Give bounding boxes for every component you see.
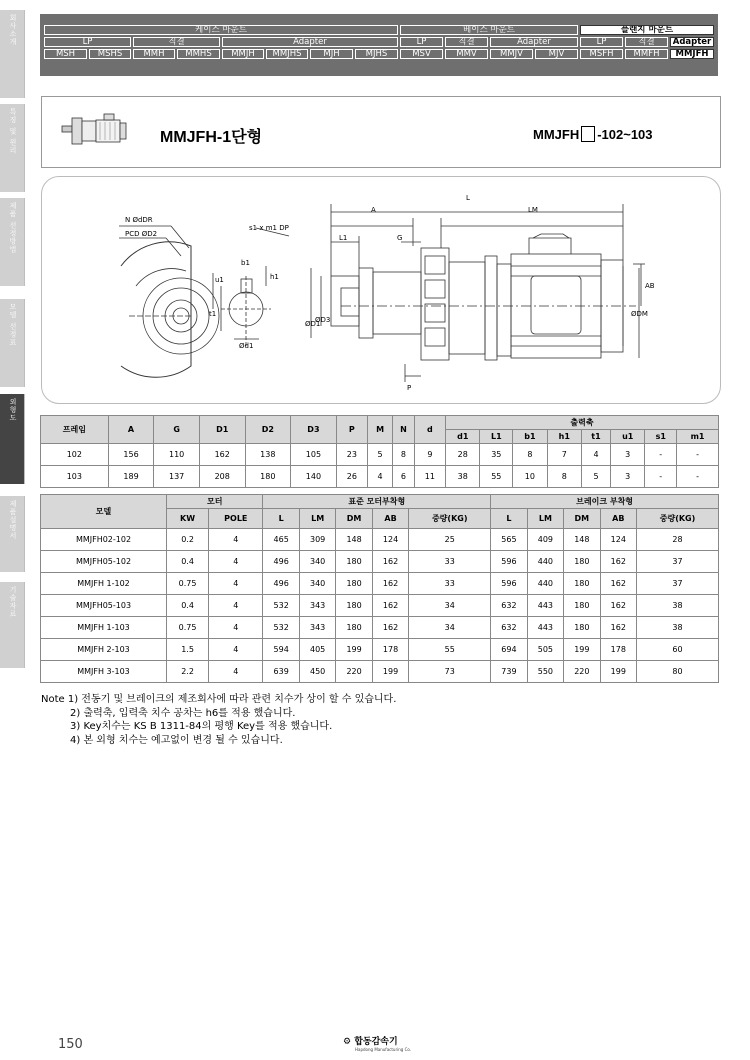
table-cell: 180	[336, 573, 372, 595]
note-4: 4) 본 외형 치수는 예고없이 변경 될 수 있습니다.	[70, 734, 283, 746]
table-cell: 632	[491, 617, 527, 639]
table-cell: 162	[600, 573, 636, 595]
table-cell: 208	[199, 466, 245, 488]
table-cell: -	[677, 466, 719, 488]
table-cell: 162	[600, 595, 636, 617]
col-a: A	[108, 416, 154, 444]
col-m: M	[368, 416, 393, 444]
table-cell: MMJFH05-102	[41, 551, 167, 573]
table-cell: 38	[637, 595, 719, 617]
table-cell: 550	[527, 661, 563, 683]
table-cell: 180	[336, 595, 372, 617]
model-blank-box	[581, 126, 595, 142]
side-tab-features[interactable]: 특징 및 원리	[0, 104, 25, 192]
table-cell: 4	[368, 466, 393, 488]
table-cell: 33	[409, 573, 491, 595]
frame-table-body	[41, 444, 719, 488]
table-cell: 532	[263, 617, 299, 639]
side-tab-company[interactable]: 회사소개	[0, 10, 25, 98]
nav-model-mjhs[interactable]: MJHS	[355, 49, 398, 59]
table-cell: 28	[446, 444, 480, 466]
company-logo	[343, 1034, 411, 1052]
table-row	[41, 617, 719, 639]
col-group-standard: 표준 모터부착형	[263, 495, 491, 509]
table-cell: 37	[637, 573, 719, 595]
nav-lp[interactable]: LP	[580, 37, 623, 47]
label-u1: u1	[215, 276, 224, 284]
nav-model-msh[interactable]: MSH	[44, 49, 87, 59]
side-tab-tech[interactable]: 기술자료	[0, 582, 25, 668]
table-cell: 199	[564, 639, 600, 661]
gearbox-thumbnail-icon	[60, 112, 130, 154]
notes	[41, 693, 396, 747]
table-cell: 4	[209, 573, 263, 595]
nav-model-mmjv[interactable]: MMJV	[490, 49, 533, 59]
col-sub-s1: s1	[645, 430, 677, 444]
table-cell: 23	[336, 444, 367, 466]
table-cell: 162	[372, 595, 408, 617]
table-cell: MMJFH05-103	[41, 595, 167, 617]
table-cell: 4	[209, 595, 263, 617]
col-std-lm: LM	[299, 509, 335, 529]
table-cell: 639	[263, 661, 299, 683]
col-sub-l1: L1	[480, 430, 513, 444]
table-cell: 8	[547, 466, 581, 488]
table-cell: 148	[336, 529, 372, 551]
table-cell: 60	[637, 639, 719, 661]
col-sub-b1: b1	[513, 430, 547, 444]
table-cell: 596	[491, 551, 527, 573]
table-cell: 180	[336, 551, 372, 573]
col-std-ab: AB	[372, 509, 408, 529]
nav-model-mjh[interactable]: MJH	[310, 49, 353, 59]
table-cell: 632	[491, 595, 527, 617]
nav-model-mjv[interactable]: MJV	[535, 49, 578, 59]
table-cell: 38	[446, 466, 480, 488]
page-number: 150	[58, 1037, 83, 1052]
table-cell: 465	[263, 529, 299, 551]
table-cell: 596	[491, 573, 527, 595]
label-G: G	[397, 234, 403, 242]
col-d3: D3	[291, 416, 337, 444]
nav-adapter[interactable]: Adapter	[490, 37, 578, 47]
table-cell: 409	[527, 529, 563, 551]
table-row	[41, 444, 719, 466]
logo-subtext: Hapdong Manufacturing Co.	[355, 1047, 412, 1052]
table-cell: 25	[409, 529, 491, 551]
table-cell: 0.2	[167, 529, 209, 551]
table-cell: 199	[336, 639, 372, 661]
table-cell: 739	[491, 661, 527, 683]
mount-type-nav	[40, 14, 718, 76]
col-sub-h1: h1	[547, 430, 581, 444]
table-cell: 8	[393, 444, 415, 466]
table-cell: 124	[600, 529, 636, 551]
dimension-drawing	[41, 176, 721, 404]
table-cell: 178	[372, 639, 408, 661]
table-cell: 220	[336, 661, 372, 683]
col-brake-l: L	[491, 509, 527, 529]
table-cell: 6	[393, 466, 415, 488]
label-L1: L1	[339, 234, 348, 242]
table-cell: 4	[209, 639, 263, 661]
table-cell: 80	[637, 661, 719, 683]
label-t1: t1	[209, 310, 217, 318]
model-table	[40, 494, 719, 683]
table-row	[41, 529, 719, 551]
table-cell: 0.75	[167, 573, 209, 595]
table-cell: 4	[209, 529, 263, 551]
col-std-weight: 중량(KG)	[409, 509, 491, 529]
page-title: MMJFH-1단형	[160, 129, 263, 146]
table-cell: 496	[263, 551, 299, 573]
col-brake-weight: 중량(KG)	[637, 509, 719, 529]
table-cell: 7	[547, 444, 581, 466]
table-cell: 34	[409, 617, 491, 639]
nav-lp[interactable]: LP	[44, 37, 131, 47]
table-cell: 189	[108, 466, 154, 488]
nav-direct[interactable]: 직결	[625, 37, 668, 47]
table-cell: 405	[299, 639, 335, 661]
note-2: 2) 출력축, 입력축 치수 공차는 h6를 적용 했습니다.	[70, 707, 296, 719]
table-cell: MMJFH 1-103	[41, 617, 167, 639]
table-cell: 4	[209, 617, 263, 639]
nav-model-mmhs[interactable]: MMHS	[177, 49, 220, 59]
table-cell: 0.4	[167, 595, 209, 617]
table-cell: 9	[414, 444, 445, 466]
table-cell: 2.2	[167, 661, 209, 683]
table-cell: 162	[372, 573, 408, 595]
table-cell: -	[645, 466, 677, 488]
table-cell: 8	[513, 444, 547, 466]
label-n: N ØdDR	[125, 216, 153, 224]
col-d1: D1	[199, 416, 245, 444]
table-cell: 38	[637, 617, 719, 639]
frame-dimension-table	[40, 415, 719, 488]
label-L: L	[466, 194, 470, 202]
table-cell: 110	[154, 444, 200, 466]
col-d: d	[414, 416, 445, 444]
table-cell: 496	[263, 573, 299, 595]
table-cell: 156	[108, 444, 154, 466]
table-cell: 162	[372, 551, 408, 573]
table-cell: 4	[209, 661, 263, 683]
table-cell: 199	[372, 661, 408, 683]
table-cell: 3	[611, 444, 645, 466]
table-cell: 26	[336, 466, 367, 488]
model-code: MMJFH -102~103	[533, 127, 653, 142]
label-D3: ØD3	[315, 316, 331, 324]
table-cell: 443	[527, 617, 563, 639]
col-sub-m1: m1	[677, 430, 719, 444]
table-cell: 33	[409, 551, 491, 573]
table-cell: 343	[299, 595, 335, 617]
table-cell: 505	[527, 639, 563, 661]
table-cell: 0.4	[167, 551, 209, 573]
table-cell: 180	[245, 466, 291, 488]
table-cell: MMJFH 1-102	[41, 573, 167, 595]
table-cell: 4	[581, 444, 610, 466]
table-cell: 565	[491, 529, 527, 551]
col-p: P	[336, 416, 367, 444]
nav-lp[interactable]: LP	[400, 37, 443, 47]
table-cell: 35	[480, 444, 513, 466]
table-cell: 220	[564, 661, 600, 683]
nav-model-mshs[interactable]: MSHS	[89, 49, 131, 59]
table-cell: 37	[637, 551, 719, 573]
table-cell: 340	[299, 573, 335, 595]
table-cell: 0.75	[167, 617, 209, 639]
table-cell: 162	[199, 444, 245, 466]
table-cell: -	[645, 444, 677, 466]
label-pcd: PCD ØD2	[125, 230, 158, 238]
side-tab-selection[interactable]: 제품 선정방법	[0, 198, 25, 286]
table-cell: 4	[209, 551, 263, 573]
label-s1: s1 x m1 DP	[249, 224, 289, 232]
nav-model-mmjhs[interactable]: MMJHS	[266, 49, 308, 59]
col-group-brake: 브레이크 부착형	[491, 495, 719, 509]
table-cell: 162	[600, 617, 636, 639]
col-std-l: L	[263, 509, 299, 529]
table-cell: 309	[299, 529, 335, 551]
table-cell: 5	[581, 466, 610, 488]
table-cell: 199	[600, 661, 636, 683]
col-g: G	[154, 416, 200, 444]
col-frame: 프레임	[41, 416, 109, 444]
table-cell: 138	[245, 444, 291, 466]
note-1: Note 1) 전동기 및 브레이크의 제조회사에 따라 관련 치수가 상이 할 수 있습니다.	[41, 694, 397, 705]
col-kw: KW	[167, 509, 209, 529]
nav-flange-mount[interactable]: 플랜지 마운트	[580, 25, 714, 35]
table-cell: MMJFH02-102	[41, 529, 167, 551]
table-cell: 148	[564, 529, 600, 551]
col-sub-d1: d1	[446, 430, 480, 444]
table-cell: -	[677, 444, 719, 466]
label-P: P	[407, 384, 412, 392]
col-pole: POLE	[209, 509, 263, 529]
table-cell: 105	[291, 444, 337, 466]
col-group-motor: 모터	[167, 495, 263, 509]
table-cell: 440	[527, 573, 563, 595]
table-row	[41, 595, 719, 617]
note-3: 3) Key치수는 KS B 1311-84의 평행 Key를 적용 했습니다.	[70, 721, 333, 732]
side-tab-model-table[interactable]: 모델 선정표	[0, 299, 25, 387]
table-cell: 450	[299, 661, 335, 683]
table-cell: 343	[299, 617, 335, 639]
table-cell: 180	[336, 617, 372, 639]
table-cell: 102	[41, 444, 109, 466]
nav-model-msv[interactable]: MSV	[400, 49, 443, 59]
table-cell: 124	[372, 529, 408, 551]
table-cell: 594	[263, 639, 299, 661]
table-cell: 694	[491, 639, 527, 661]
col-std-dm: DM	[336, 509, 372, 529]
label-d1: Ød1	[239, 342, 254, 350]
table-row	[41, 466, 719, 488]
logo-text: 합동감속기	[354, 1037, 398, 1047]
nav-model-mmjh[interactable]: MMJH	[222, 49, 264, 59]
table-cell: 178	[600, 639, 636, 661]
col-brake-dm: DM	[564, 509, 600, 529]
model-table-body	[41, 529, 719, 683]
nav-adapter[interactable]: Adapter	[222, 37, 398, 47]
table-cell: 180	[564, 551, 600, 573]
nav-case-mount[interactable]: 케이스 마운트	[44, 25, 398, 35]
table-cell: 28	[637, 529, 719, 551]
table-cell: 137	[154, 466, 200, 488]
table-cell: 162	[600, 551, 636, 573]
col-n: N	[393, 416, 415, 444]
table-cell: 180	[564, 573, 600, 595]
table-cell: 3	[611, 466, 645, 488]
table-cell: 55	[480, 466, 513, 488]
table-cell: 55	[409, 639, 491, 661]
col-sub-u1: u1	[611, 430, 645, 444]
nav-direct[interactable]: 직결	[445, 37, 488, 47]
table-row	[41, 573, 719, 595]
table-cell: 1.5	[167, 639, 209, 661]
table-row	[41, 639, 719, 661]
table-cell: 73	[409, 661, 491, 683]
table-row	[41, 551, 719, 573]
nav-model-mmv[interactable]: MMV	[445, 49, 488, 59]
label-h1: h1	[270, 273, 279, 281]
nav-model-mmjfh[interactable]: MMJFH	[670, 49, 714, 59]
nav-base-mount[interactable]: 베이스 마운트	[400, 25, 578, 35]
table-cell: 11	[414, 466, 445, 488]
table-cell: 443	[527, 595, 563, 617]
col-brake-ab: AB	[600, 509, 636, 529]
label-DM: ØDM	[631, 310, 648, 318]
nav-adapter[interactable]: Adapter	[670, 37, 714, 47]
label-AB: AB	[645, 282, 655, 290]
col-d2: D2	[245, 416, 291, 444]
label-LM: LM	[528, 206, 538, 214]
label-b1: b1	[241, 259, 250, 267]
table-cell: MMJFH 2-103	[41, 639, 167, 661]
nav-model-msfh[interactable]: MSFH	[580, 49, 623, 59]
side-tab-dimensions[interactable]: 외형도	[0, 394, 25, 484]
gear-icon: ⚙	[343, 1037, 352, 1047]
col-brake-lm: LM	[527, 509, 563, 529]
nav-direct[interactable]: 직결	[133, 37, 220, 47]
table-cell: 140	[291, 466, 337, 488]
label-A: A	[371, 206, 376, 214]
col-group-output-shaft: 출력축	[446, 416, 719, 430]
nav-model-mmfh[interactable]: MMFH	[625, 49, 668, 59]
table-cell: 5	[368, 444, 393, 466]
table-cell: 440	[527, 551, 563, 573]
table-row	[41, 661, 719, 683]
table-cell: 180	[564, 595, 600, 617]
table-cell: 180	[564, 617, 600, 639]
table-cell: 34	[409, 595, 491, 617]
table-cell: 103	[41, 466, 109, 488]
table-cell: 340	[299, 551, 335, 573]
table-cell: 532	[263, 595, 299, 617]
table-cell: 162	[372, 617, 408, 639]
table-cell: MMJFH 3-103	[41, 661, 167, 683]
side-tab-manual[interactable]: 제품설명서	[0, 496, 25, 572]
col-sub-t1: t1	[581, 430, 610, 444]
nav-model-mmh[interactable]: MMH	[133, 49, 175, 59]
table-cell: 10	[513, 466, 547, 488]
col-model: 모델	[41, 495, 167, 529]
label-D1: ØD1	[305, 320, 321, 328]
